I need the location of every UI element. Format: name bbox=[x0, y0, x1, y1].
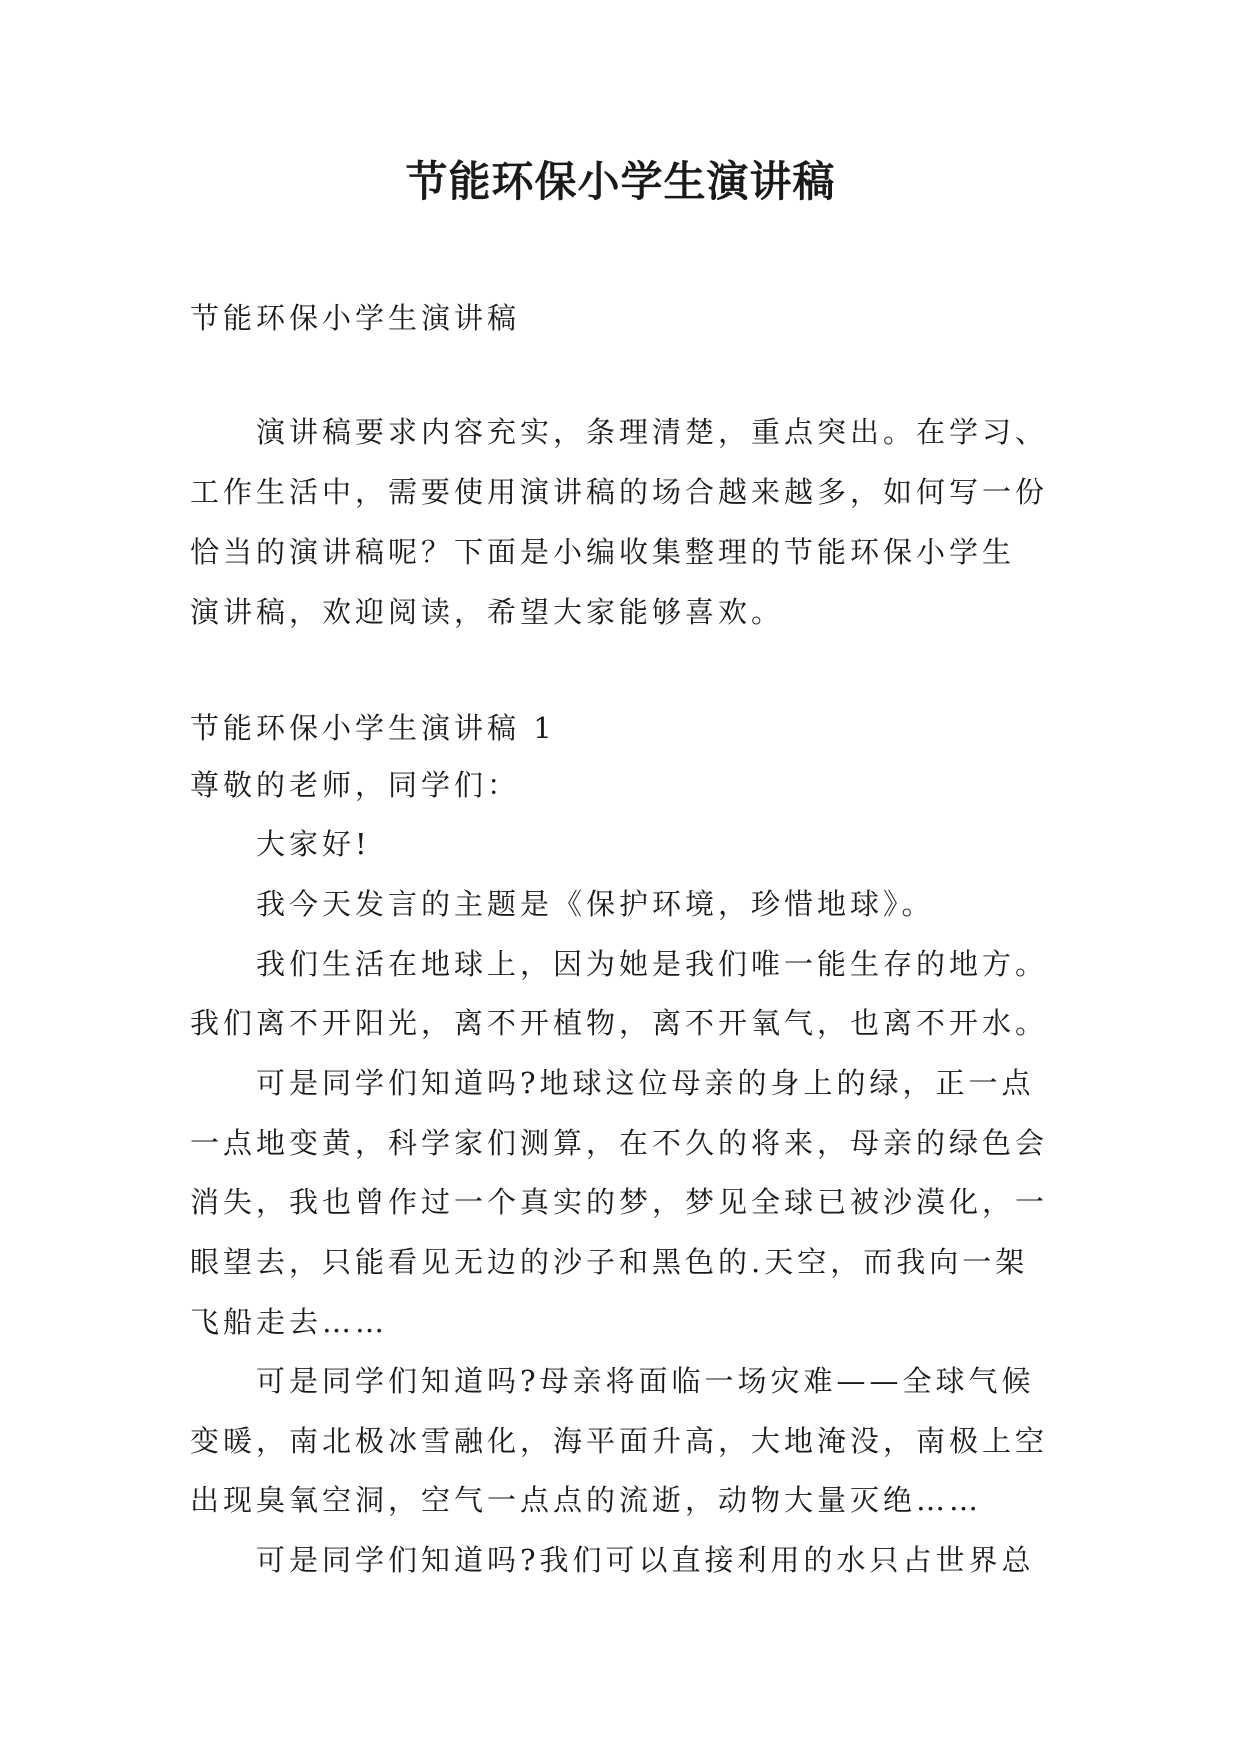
body-line: 可是同学们知道吗?地球这位母亲的身上的绿，正一点 bbox=[256, 1066, 1035, 1100]
body-line: 变暖，南北极冰雪融化，海平面升高，大地淹没，南极上空 bbox=[190, 1424, 1049, 1458]
intro-line: 恰当的演讲稿呢？下面是小编收集整理的节能环保小学生 bbox=[190, 535, 1016, 569]
body-line: 出现臭氧空洞，空气一点点的流逝，动物大量灭绝…… bbox=[190, 1483, 983, 1517]
body-line: 我们离不开阳光，离不开植物，离不开氧气，也离不开水。 bbox=[190, 1006, 1049, 1040]
section-heading: 节能环保小学生演讲稿 1 bbox=[190, 711, 556, 745]
document-title: 节能环保小学生演讲稿 bbox=[405, 157, 836, 206]
greeting: 大家好! bbox=[256, 827, 371, 861]
intro-line: 工作生活中，需要使用演讲稿的场合越来越多，如何写一份 bbox=[190, 475, 1049, 509]
body-line: 一点地变黄，科学家们测算，在不久的将来，母亲的绿色会 bbox=[190, 1126, 1049, 1160]
body-line: 可是同学们知道吗?我们可以直接利用的水只占世界总 bbox=[256, 1543, 1035, 1577]
intro-line: 演讲稿要求内容充实，条理清楚，重点突出。在学习、 bbox=[256, 415, 1049, 449]
body-line: 我们生活在地球上，因为她是我们唯一能生存的地方。 bbox=[256, 947, 1049, 981]
body-line: 消失，我也曾作过一个真实的梦，梦见全球已被沙漠化，一 bbox=[190, 1185, 1049, 1219]
body-line: 我今天发言的主题是《保护环境，珍惜地球》。 bbox=[256, 887, 935, 921]
body-line: 眼望去，只能看见无边的沙子和黑色的.天空，而我向一架 bbox=[190, 1245, 1029, 1279]
salutation: 尊敬的老师，同学们： bbox=[190, 768, 521, 802]
body-line: 可是同学们知道吗?母亲将面临一场灾难——全球气候 bbox=[256, 1364, 1035, 1398]
body-line: 飞船走去…… bbox=[190, 1305, 389, 1339]
intro-line: 演讲稿，欢迎阅读，希望大家能够喜欢。 bbox=[190, 595, 785, 629]
document-subtitle: 节能环保小学生演讲稿 bbox=[190, 301, 521, 335]
